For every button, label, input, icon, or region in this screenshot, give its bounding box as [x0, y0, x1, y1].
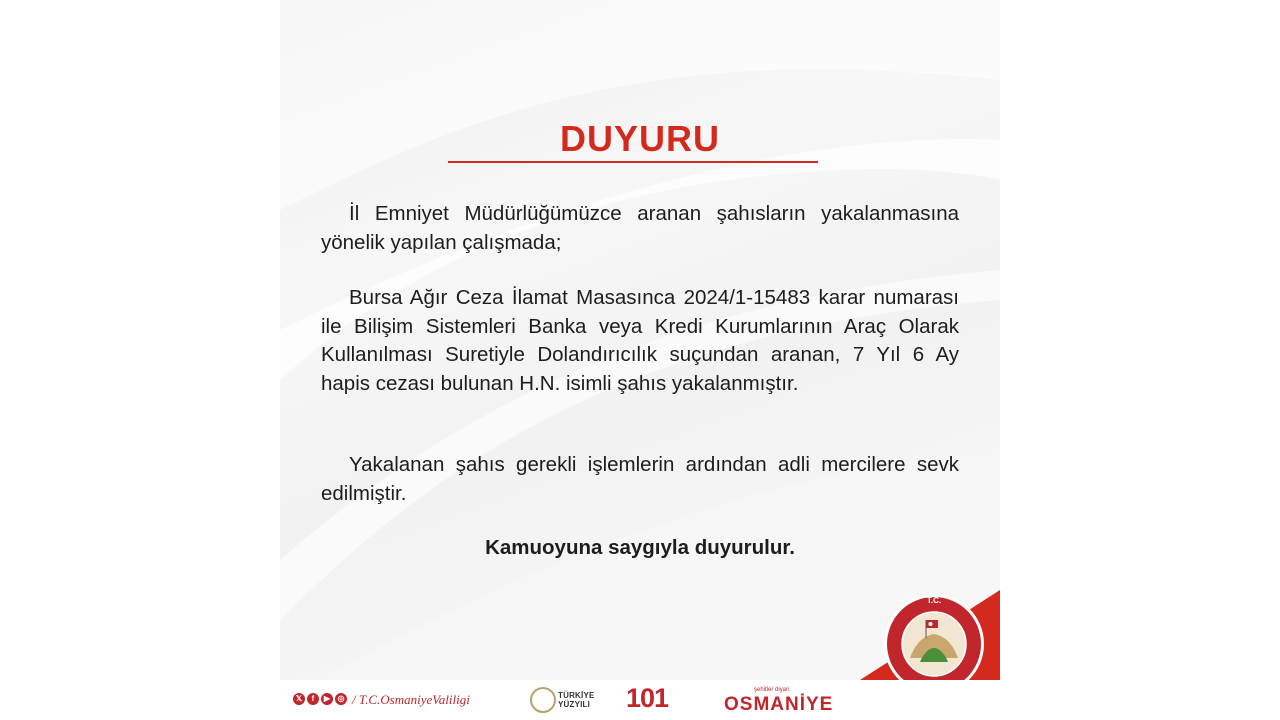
logo-101: 101 [626, 683, 669, 713]
paragraph-details: Bursa Ağır Ceza İlamat Masasınca 2024/1-15483 karar numarası ile Bilişim Sistemleri Banka veya Kredi Kurumlarının Araç Olarak Kullanılması Suretiyle Dolandırıcılık suçundan aranan, 7 Yıl 6 Ay hapis cezası bulunan H.N. isimli şahıs yakalanmıştır. [321, 286, 959, 395]
osmaniye-tagline: şehitler diyarı [754, 687, 790, 693]
facebook-icon[interactable]: f [307, 693, 319, 705]
seal-top-text: T.C. [926, 596, 942, 605]
closing-statement: Kamuoyuna saygıyla duyurulur. [485, 536, 795, 559]
turkiye-yuzyili-text: TÜRKİYE YÜZYILI [558, 691, 595, 709]
page-title: DUYURU [559, 118, 720, 159]
social-icons [293, 693, 347, 705]
paragraph-outcome: Yakalanan şahıs gerekli işlemlerin ardından adli mercilere sevk edilmiştir. [321, 453, 959, 505]
x-icon[interactable]: 𝕏 [293, 693, 305, 705]
osmaniye-logo: OSMANİYE [724, 694, 834, 715]
instagram-icon[interactable]: ◎ [335, 693, 347, 705]
title-underline [448, 161, 818, 163]
social-handle[interactable]: / T.C.OsmaniyeValiligi [352, 692, 470, 707]
youtube-icon[interactable]: ▶ [321, 693, 333, 705]
paragraph-intro: İl Emniyet Müdürlüğümüzce aranan şahısların yakalanmasına yönelik yapılan çalışmada; [321, 202, 959, 254]
turkiye-yuzyili-logo-icon [530, 684, 556, 716]
footer-bar [280, 680, 1000, 720]
announcement-card [280, 0, 1000, 720]
